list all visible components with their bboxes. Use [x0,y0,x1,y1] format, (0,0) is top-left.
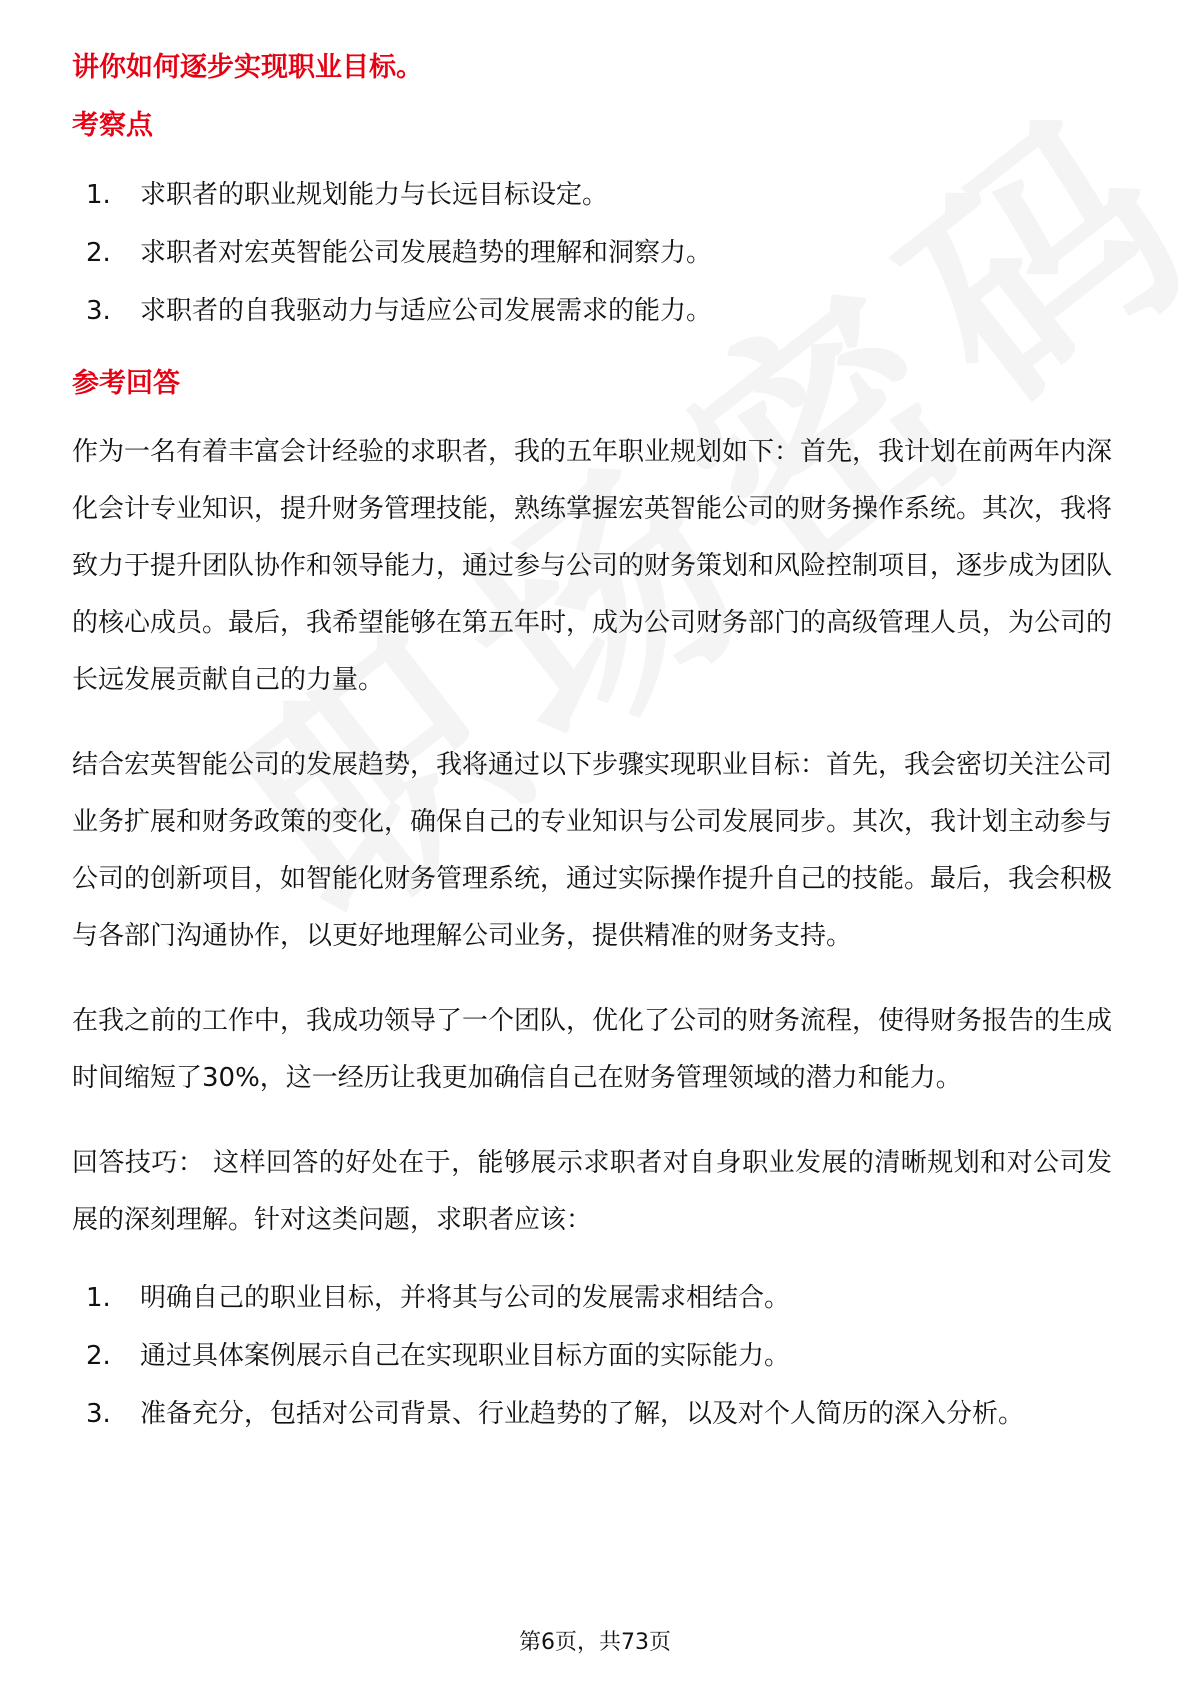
list-number: 2. [86,238,111,268]
list-item [72,1385,1112,1443]
assessment-heading: 考察点 [72,110,153,141]
list-item [72,282,1112,340]
answer-tips: 回答技巧： 这样回答的好处在于，能够展示求职者对自身职业发展的清晰规划和对公司发展的深刻理解。针对这类问题，求职者应该： [72,1148,1112,1235]
list-number: 1. [86,180,111,210]
question-title: 讲你如何逐步实现职业目标。 [72,52,423,83]
list-item [72,224,1112,282]
list-number: 3. [86,296,111,326]
list-number: 1. [86,1283,111,1313]
list-text: 明确自己的职业目标，并将其与公司的发展需求相结合。 [140,1283,791,1313]
list-item [72,166,1112,224]
list-text: 求职者的自我驱动力与适应公司发展需求的能力。 [140,296,713,326]
list-item [72,1269,1112,1327]
answer-paragraph: 结合宏英智能公司的发展趋势，我将通过以下步骤实现职业目标：首先，我会密切关注公司业务扩展和财务政策的变化，确保自己的专业知识与公司发展同步。其次，我计划主动参与公司的创新项目，如智能化财务管理系统，通过实际操作提升自己的技能。最后，我会积极与各部门沟通协作，以更好地理解公司业务，提供精准的财务支持。 [72,750,1113,951]
page-content [72,48,1112,1467]
list-text: 通过具体案例展示自己在实现职业目标方面的实际能力。 [140,1341,791,1371]
answer-paragraph: 在我之前的工作中，我成功领导了一个团队，优化了公司的财务流程，使得财务报告的生成时间缩短了30%，这一经历让我更加确信自己在财务管理领域的潜力和能力。 [72,1006,1113,1093]
list-item [72,1327,1112,1385]
list-number: 2. [86,1341,111,1371]
list-text: 求职者的职业规划能力与长远目标设定。 [140,180,609,210]
list-text: 准备充分，包括对公司背景、行业趋势的了解，以及对个人简历的深入分析。 [140,1399,1025,1429]
list-text: 求职者对宏英智能公司发展趋势的理解和洞察力。 [140,238,713,268]
tips-list [72,1269,1112,1443]
page-footer: 第6页，共73页 [519,1630,671,1655]
answer-paragraph: 作为一名有着丰富会计经验的求职者，我的五年职业规划如下：首先，我计划在前两年内深化会计专业知识，提升财务管理技能，熟练掌握宏英智能公司的财务操作系统。其次，我将致力于提升团队协作和领导能力，通过参与公司的财务策划和风险控制项目，逐步成为团队的核心成员。最后，我希望能够在第五年时，成为公司财务部门的高级管理人员，为公司的长远发展贡献自己的力量。 [72,437,1113,695]
list-number: 3. [86,1399,111,1429]
answer-heading: 参考回答 [72,368,180,399]
assessment-list [72,166,1112,340]
